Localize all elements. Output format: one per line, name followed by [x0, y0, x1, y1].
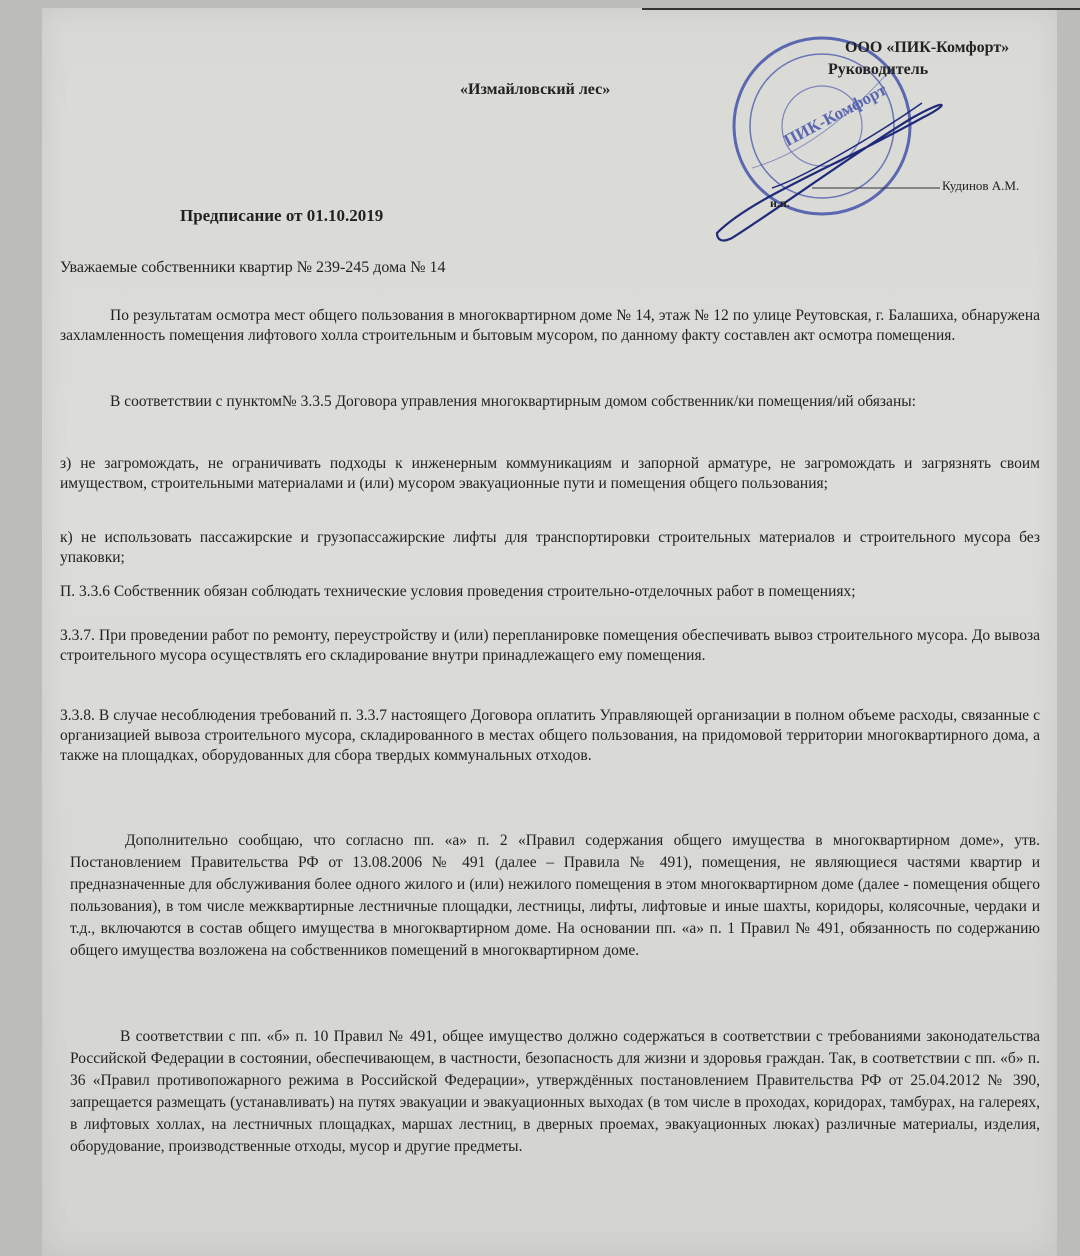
- complex-name: «Измайловский лес»: [460, 81, 611, 98]
- stamp-text: ПИК-Комфорт: [780, 80, 890, 151]
- paragraph-5: П. 3.3.6 Собственник обязан соблюдать технические условия проведения строительно-отделочных работ в помещениях;: [60, 583, 856, 600]
- paragraph-1: По результатам осмотра мест общего пользования в многоквартирном доме № 14, этаж № 12 по улице Реутовская, г. Балашиха, обнаружена захламленность помещения лифтового холла строительным и бытовым мусором, по данному факту составлен акт осмотра помещения.: [60, 307, 1040, 344]
- paragraph-7: 3.3.8. В случае несоблюдения требований п. 3.3.7 настоящего Договора оплатить Управляющей организации в полном объеме расходы, связанные с организацией вывоза строительного мусора, складированного в местах общего пользования, на придомовой территории многоквартирного дома, а также на площадках, оборудованных для сбора твердых коммунальных отходов.: [60, 707, 1040, 764]
- company-name: ООО «ПИК-Комфорт»: [845, 39, 1010, 56]
- head-title: Руководитель: [828, 61, 929, 78]
- paragraph-3: з) не загромождать, не ограничивать подходы к инженерным коммуникациям и запорной арматуре, не загромождать и загрязнять своим имуществом, строительными материалами и (или) мусором эвакуационные пути и помещения общего пользования;: [60, 455, 1040, 492]
- top-rule: [642, 8, 1080, 10]
- paragraph-4: к) не использовать пассажирские и грузопассажирские лифты для транспортировки строительных материалов и строительного мусора без упаковки;: [60, 529, 1040, 566]
- document-title: Предписание от 01.10.2019: [180, 206, 384, 225]
- paragraph-2: В соответствии с пунктом№ 3.3.5 Договора управления многоквартирным домом собственник/ки помещения/ий обязаны:: [110, 393, 916, 410]
- paragraph-9: В соответствии с пп. «б» п. 10 Правил № 491, общее имущество должно содержаться в соответствии с требованиями законодательства Российской Федерации в состоянии, обеспечивающем, в частности, безопасность для жизни и здоровья граждан. Так, в соответствии с пп. «б» п. 36 «Правил противопожарного режима в Российской Федерации», утверждённых постановлением Правительства РФ от 25.04.2012 № 390, запрещается размещать (устанавливать) на путях эвакуации и эвакуационных выходах (в том числе в проходах, коридорах, тамбурах, на галереях, в лифтовых холлах, на лестничных площадках, маршах лестниц, в дверных проемах, эвакуационных люках) различные материалы, изделия, оборудование, производственные отходы, мусор и другие предметы.: [70, 1028, 1040, 1155]
- signer-name: Кудинов А.М.: [942, 178, 1020, 193]
- ip-mark: и.п.: [770, 196, 790, 210]
- addressee: Уважаемые собственники квартир № 239-245 дома № 14: [60, 259, 446, 276]
- paragraph-8: Дополнительно сообщаю, что согласно пп. «а» п. 2 «Правил содержания общего имущества в многоквартирном доме», утв. Постановлением Правительства РФ от 13.08.2006 № 491 (далее – Правила № 491), помещения, не являющиеся частями квартир и предназначенные для обслуживания более одного жилого и (или) нежилого помещения в этом многоквартирном доме (далее - помещения общего пользования), в том числе межквартирные лестничные площадки, лестницы, лифты, лифтовые и иные шахты, коридоры, колясочные, чердаки и т.д., включаются в состав общего имущества в многоквартирном доме. На основании пп. «а» п. 1 Правил № 491, обязанность по содержанию общего имущества возложена на собственников помещений в многоквартирном доме.: [70, 832, 1040, 959]
- paragraph-6: 3.3.7. При проведении работ по ремонту, переустройству и (или) перепланировке помещения обеспечивать вывоз строительного мусора. До вывоза строительного мусора осуществлять его складирование внутри принадлежащего ему помещения.: [60, 627, 1040, 664]
